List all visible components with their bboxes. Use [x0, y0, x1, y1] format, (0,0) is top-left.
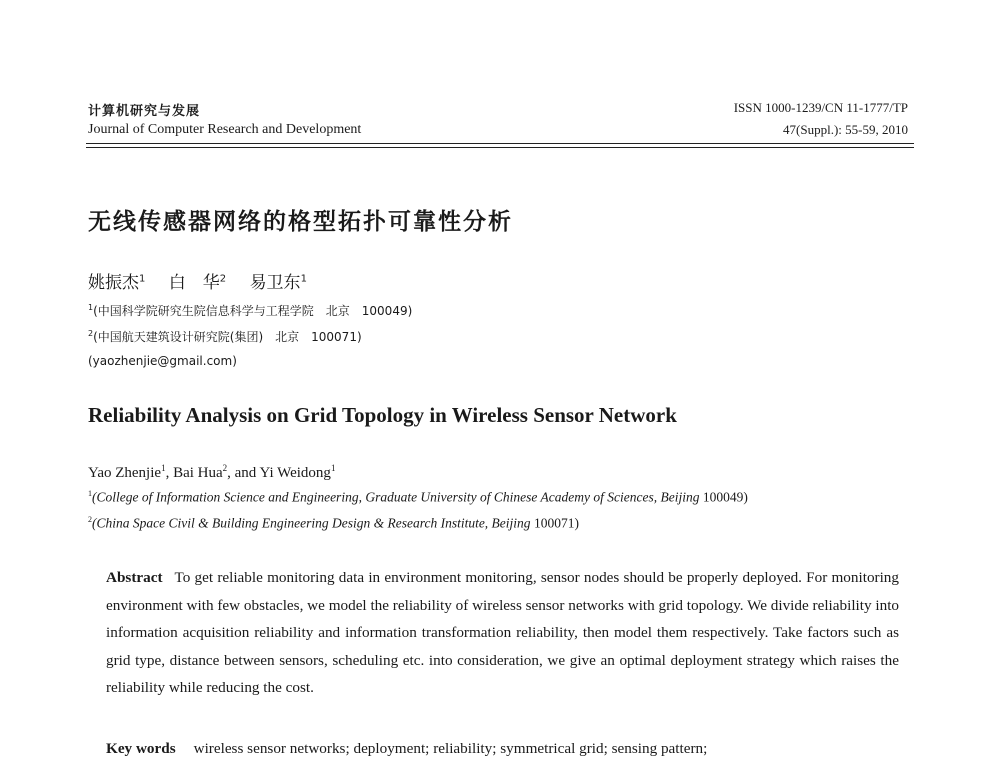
paper-title-cn: 无线传感器网络的格型拓扑可靠性分析	[88, 209, 513, 235]
author-cn-2: 白 华$^2$	[168, 273, 227, 293]
abstract-label: Abstract	[106, 569, 163, 586]
keywords-label: Key words	[106, 740, 176, 757]
abstract	[106, 564, 899, 702]
journal-issn: ISSN 1000-1239/CN 11-1777/TP	[733, 100, 908, 115]
author-list-en: Yao Zhenjie$^1$, Bai Hua$^2$, and Yi Weidong$^1$	[88, 463, 336, 481]
keywords	[106, 740, 899, 758]
affiliation-cn-2: $^2$(中国航天建筑设计研究院(集团) 北京 100071)	[88, 329, 362, 344]
affiliation-en-2: $^2$(China Space Civil & Building Engineering Design & Research Institute, Beijing 100071)	[88, 515, 579, 531]
affiliation-cn-1: $^1$(中国科学院研究生院信息科学与工程学院 北京 100049)	[88, 303, 413, 318]
paper-title-en: Reliability Analysis on Grid Topology in Wireless Sensor Network	[88, 403, 677, 427]
header-rule-thin	[86, 147, 914, 148]
author-cn-3: 易卫东$^1$	[249, 273, 307, 293]
affiliation-en-1: $^1$(College of Information Science and Engineering, Graduate University of Chinese Academy of Sciences, Beijing 100049)	[88, 489, 748, 505]
journal-name-cn: 计算机研究与发展	[88, 104, 201, 119]
journal-name-en: Journal of Computer Research and Development	[88, 122, 362, 137]
journal-issue: 47(Suppl.): 55-59, 2010	[783, 122, 908, 137]
author-email: (yaozhenjie@gmail.com)	[88, 354, 237, 368]
keywords-text: wireless sensor networks; deployment; reliability; symmetrical grid; sensing pattern;	[193, 740, 708, 757]
header-rule-thick	[86, 143, 914, 144]
author-list-cn	[88, 268, 325, 293]
abstract-text: To get reliable monitoring data in environment monitoring, sensor nodes should be properly deployed. For monitoring environment with few obstacles, we model the reliability of wireless sensor networks with grid topology. We divide reliability into information acquisition reliability and information transformation reliability, then model them respectively. Take factors such as grid type, distance between sensors, scheduling etc. into consideration, we give an optimal deployment strategy which raises the reliability while reducing the cost.	[106, 569, 900, 697]
author-cn-1: 姚振杰$^1$	[88, 273, 146, 293]
